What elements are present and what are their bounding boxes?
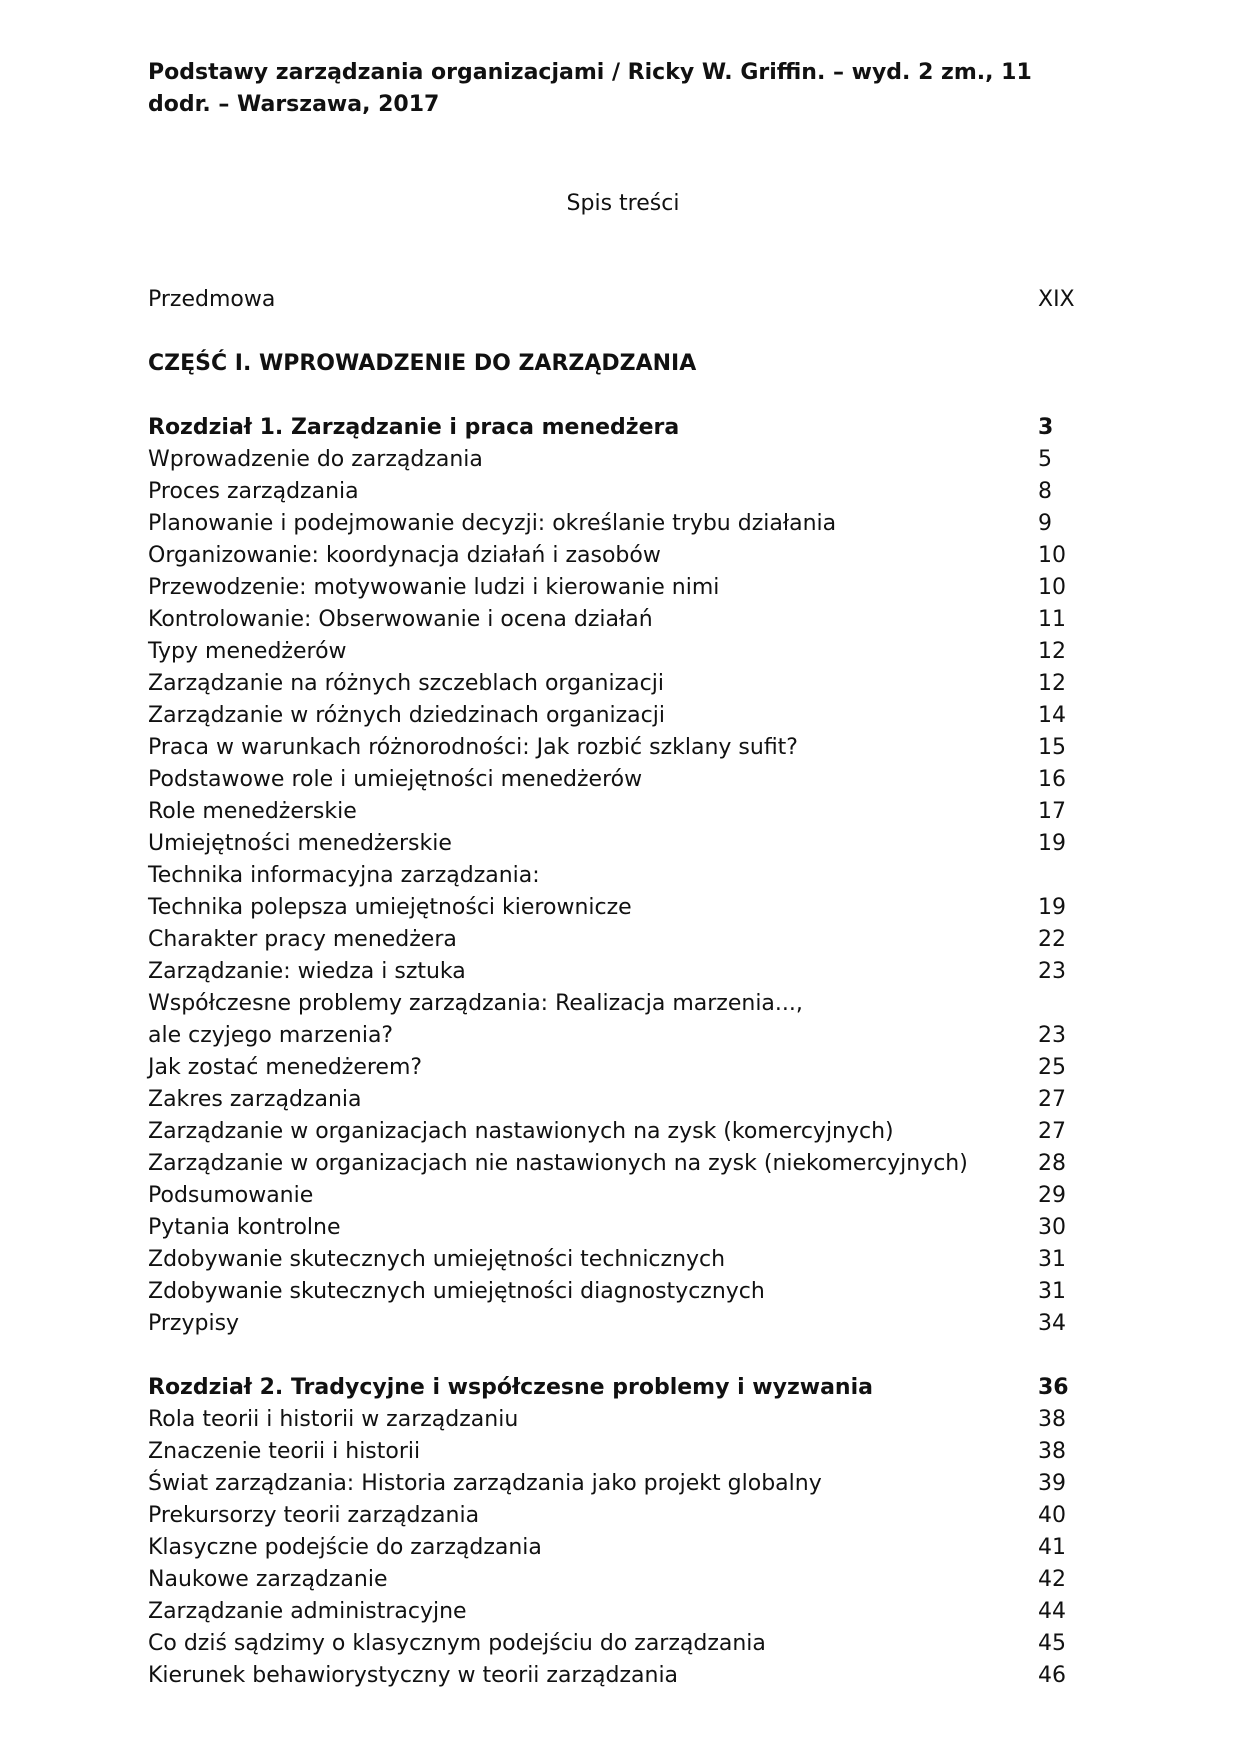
toc-entry-row <box>148 1628 1083 1660</box>
toc-entry-label: Przedmowa <box>148 287 276 312</box>
toc-entry-row <box>148 1148 1083 1180</box>
toc-entry-row <box>148 604 1083 636</box>
toc-entry-label: Wprowadzenie do zarządzania <box>148 447 483 472</box>
toc-page-number: 15 <box>1038 735 1066 760</box>
toc-page-number: 16 <box>1038 767 1066 792</box>
toc-entry-label: Planowanie i podejmowanie decyzji: określanie trybu działania <box>148 511 837 536</box>
toc-entry-row <box>148 764 1083 796</box>
toc-page-number: 12 <box>1038 671 1066 696</box>
toc-page-number: 23 <box>1038 959 1066 984</box>
toc-entry-label: Technika polepsza umiejętności kierownicze <box>148 895 632 920</box>
toc-entry-row <box>148 1020 1083 1052</box>
toc-page-number: 40 <box>1038 1503 1066 1528</box>
toc-entry-label: Organizowanie: koordynacja działań i zasobów <box>148 543 661 568</box>
toc-entry-label: Zakres zarządzania <box>148 1087 362 1112</box>
toc-entry-label: Jak zostać menedżerem? <box>148 1055 423 1080</box>
toc-entry-label: Prekursorzy teorii zarządzania <box>148 1503 480 1528</box>
toc-entry-label: Proces zarządzania <box>148 479 359 504</box>
toc-entry-label: Zdobywanie skutecznych umiejętności technicznych <box>148 1247 726 1272</box>
toc-entry-label: Zdobywanie skutecznych umiejętności diagnostycznych <box>148 1279 765 1304</box>
toc-page-number: 30 <box>1038 1215 1066 1240</box>
citation-header <box>148 57 1088 121</box>
toc-entry-row <box>148 1436 1083 1468</box>
toc-page-number: 27 <box>1038 1119 1066 1144</box>
toc-entry-row <box>148 1404 1083 1436</box>
toc-page-number: 12 <box>1038 639 1066 664</box>
toc-entry-label: Umiejętności menedżerskie <box>148 831 452 856</box>
citation-line-2: dodr. – Warszawa, 2017 <box>148 92 440 117</box>
toc-entry-label: Klasyczne podejście do zarządzania <box>148 1535 542 1560</box>
toc-page-number: 10 <box>1038 575 1066 600</box>
toc-entry-row <box>148 476 1083 508</box>
toc-page-number: 22 <box>1038 927 1066 952</box>
toc-page-number: 19 <box>1038 895 1066 920</box>
toc-page-number: 11 <box>1038 607 1066 632</box>
toc-entry-row <box>148 1532 1083 1564</box>
toc-page-number: 5 <box>1038 447 1052 472</box>
toc-entry-row <box>148 1084 1083 1116</box>
toc-entry-label: Kierunek behawiorystyczny w teorii zarządzania <box>148 1663 679 1688</box>
toc-entry-label: Charakter pracy menedżera <box>148 927 457 952</box>
toc-entry-label: Przewodzenie: motywowanie ludzi i kierowanie nimi <box>148 575 720 600</box>
toc-page-number: 9 <box>1038 511 1052 536</box>
toc-entry-label: Współczesne problemy zarządzania: Realizacja marzenia..., <box>148 991 803 1016</box>
toc-page-number: 19 <box>1038 831 1066 856</box>
toc-entry-label: Rozdział 2. Tradycyjne i współczesne problemy i wyzwania <box>148 1375 873 1400</box>
toc-page-number: 23 <box>1038 1023 1066 1048</box>
toc-entry-row <box>148 572 1083 604</box>
toc-entry-row <box>148 1308 1083 1340</box>
toc-entry-row <box>148 1564 1083 1596</box>
toc-page-number: 39 <box>1038 1471 1066 1496</box>
toc-entry-label: Zarządzanie administracyjne <box>148 1599 467 1624</box>
toc-page-number: 27 <box>1038 1087 1066 1112</box>
toc-entry-row <box>148 700 1083 732</box>
toc-page-number: 36 <box>1038 1375 1069 1400</box>
toc-entry-row <box>148 1276 1083 1308</box>
toc-entry-label: Typy menedżerów <box>148 639 347 664</box>
toc-page-number: 42 <box>1038 1567 1066 1592</box>
toc-page-number: 31 <box>1038 1247 1066 1272</box>
toc-entry-label: Role menedżerskie <box>148 799 357 824</box>
toc-page-number: 38 <box>1038 1439 1066 1464</box>
toc-page-number: 8 <box>1038 479 1052 504</box>
toc-entry-row <box>148 1596 1083 1628</box>
toc-page-number: 31 <box>1038 1279 1066 1304</box>
toc-entry-row <box>148 796 1083 828</box>
toc-page-number: 3 <box>1038 415 1054 440</box>
toc-entry-label: Technika informacyjna zarządzania: <box>148 863 540 888</box>
toc-entry-label: Świat zarządzania: Historia zarządzania jako projekt globalny <box>148 1471 822 1496</box>
toc-entry-row <box>148 540 1083 572</box>
toc-entry-label: ale czyjego marzenia? <box>148 1023 394 1048</box>
toc-entry-row <box>148 924 1083 956</box>
toc-entry-label: Pytania kontrolne <box>148 1215 341 1240</box>
toc-entry-label: Rozdział 1. Zarządzanie i praca menedżera <box>148 415 680 440</box>
toc-page-number: XIX <box>1038 287 1075 312</box>
toc-entry-row <box>148 668 1083 700</box>
toc-entry-label: Przypisy <box>148 1311 240 1336</box>
toc-entry-row <box>148 892 1083 924</box>
toc-entry-row <box>148 1052 1083 1084</box>
toc-heading-row <box>148 1372 1083 1404</box>
toc-entry-label: Kontrolowanie: Obserwowanie i ocena działań <box>148 607 653 632</box>
toc-page-number: 14 <box>1038 703 1066 728</box>
toc-page-number: 45 <box>1038 1631 1066 1656</box>
toc-entry-label: Zarządzanie: wiedza i sztuka <box>148 959 466 984</box>
toc-entry-row <box>148 508 1083 540</box>
toc-page-number: 46 <box>1038 1663 1066 1688</box>
toc-entry-row <box>148 1180 1083 1212</box>
toc-entry-label: Naukowe zarządzanie <box>148 1567 388 1592</box>
toc-entry-row <box>148 1212 1083 1244</box>
toc-entry-label: Zarządzanie na różnych szczeblach organizacji <box>148 671 664 696</box>
toc-entry-label: Podstawowe role i umiejętności menedżerów <box>148 767 643 792</box>
toc-entry-row <box>148 636 1083 668</box>
toc-entry-label: Zarządzanie w organizacjach nastawionych na zysk (komercyjnych) <box>148 1119 894 1144</box>
toc-page-number: 10 <box>1038 543 1066 568</box>
toc-heading-row <box>148 348 1083 380</box>
toc-page-number: 38 <box>1038 1407 1066 1432</box>
toc-entry-label: Co dziś sądzimy o klasycznym podejściu do zarządzania <box>148 1631 766 1656</box>
toc-entry-label: Zarządzanie w różnych dziedzinach organizacji <box>148 703 665 728</box>
toc-page-number: 44 <box>1038 1599 1066 1624</box>
toc-page-number: 29 <box>1038 1183 1066 1208</box>
toc-entry-label: Podsumowanie <box>148 1183 314 1208</box>
toc-entry-row <box>148 956 1083 988</box>
toc-entry-row <box>148 1116 1083 1148</box>
toc-entry-row <box>148 444 1083 476</box>
toc-page-number: 17 <box>1038 799 1066 824</box>
toc-entry-label: CZĘŚĆ I. WPROWADZENIE DO ZARZĄDZANIA <box>148 351 697 376</box>
toc-entry-row <box>148 1244 1083 1276</box>
toc-title: Spis treści <box>566 191 680 216</box>
toc-entry-row <box>148 1468 1083 1500</box>
toc-entry-row <box>148 860 1083 892</box>
toc-entry-label: Rola teorii i historii w zarządzaniu <box>148 1407 519 1432</box>
toc-page-number: 41 <box>1038 1535 1066 1560</box>
citation-line-1: Podstawy zarządzania organizacjami / Ricky W. Griffin. – wyd. 2 zm., 11 <box>148 60 1032 85</box>
toc-entry-row <box>148 1660 1083 1692</box>
toc-heading-row <box>148 412 1083 444</box>
toc-page-number: 34 <box>1038 1311 1066 1336</box>
toc-entry-row <box>148 1500 1083 1532</box>
toc-entry-row <box>148 732 1083 764</box>
toc-entry-label: Praca w warunkach różnorodności: Jak rozbić szklany sufit? <box>148 735 798 760</box>
toc-entry-row <box>148 828 1083 860</box>
toc-entry-label: Znaczenie teorii i historii <box>148 1439 421 1464</box>
toc-page-number: 28 <box>1038 1151 1066 1176</box>
toc-entry-row <box>148 284 1083 316</box>
toc-entry-label: Zarządzanie w organizacjach nie nastawionych na zysk (niekomercyjnych) <box>148 1151 968 1176</box>
toc-page-number: 25 <box>1038 1055 1066 1080</box>
toc-entry-row <box>148 988 1083 1020</box>
